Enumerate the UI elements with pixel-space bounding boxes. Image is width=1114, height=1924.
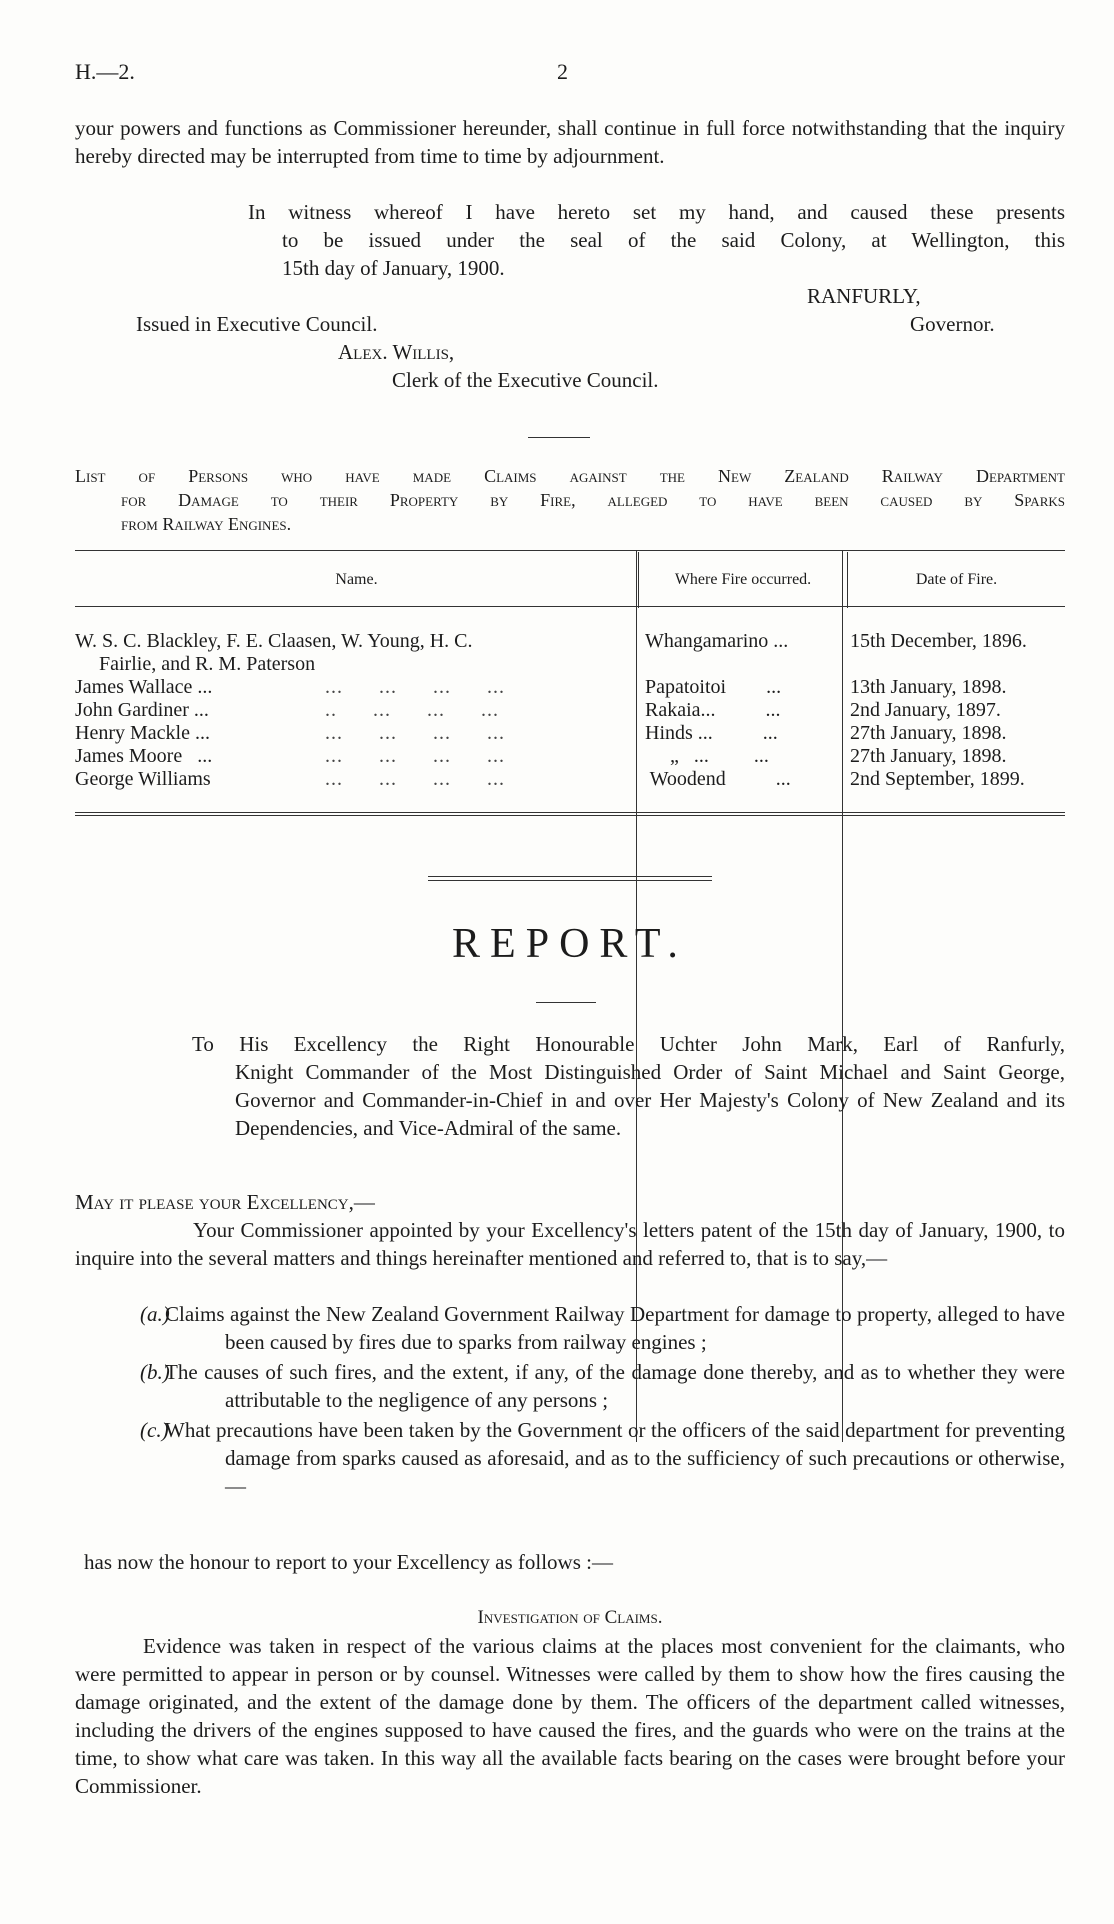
list-item	[140, 1300, 1065, 1356]
table-rule-mask	[75, 550, 1065, 812]
claims-list-title	[75, 464, 1065, 536]
fire-date: 27th January, 1898.	[850, 745, 1007, 767]
report-closing: has now the honour to report to your Excellency as follows :—	[84, 1550, 613, 1574]
claimant-name-cont: Fairlie, and R. M. Paterson	[99, 653, 316, 675]
clerk-title: Clerk of the Executive Council.	[392, 368, 659, 392]
fire-place: Hinds ... ...	[645, 722, 778, 744]
report-divider-top	[428, 876, 712, 877]
intro-paragraph: Your Commissioner appointed by your Excellency's letters patent of the 15th day of January, 1900, to inquire into the several matters and things hereinafter mentioned and referred to, that is to say,—	[75, 1218, 1065, 1270]
report-divider-bottom	[428, 880, 712, 881]
claimant-name: Henry Mackle ...	[75, 722, 210, 744]
claimant-name: James Wallace ...	[75, 676, 213, 698]
inquiry-items	[140, 1300, 1065, 1500]
leader-dots: ... ... ... ...	[325, 676, 505, 698]
list-title-line-2: for Damage to their Property by Fire, alleged to have been caused by Sparks	[121, 490, 1065, 510]
item-label: (b.)	[140, 1360, 170, 1384]
claimant-name: W. S. C. Blackley, F. E. Claasen, W. Young, H. C.	[75, 630, 473, 652]
document-reference: H.—2.	[75, 59, 135, 84]
governor-title: Governor.	[910, 312, 995, 336]
fire-place: Papatoitoi ...	[645, 676, 782, 698]
page-number: 2	[557, 59, 568, 84]
fire-date: 13th January, 1898.	[850, 676, 1007, 698]
fire-date: 15th December, 1896.	[850, 630, 1027, 652]
leader-dots: ... ... ... ...	[325, 722, 505, 744]
list-title-line-1: List of Persons who have made Claims against the New Zealand Railway Department	[75, 466, 1065, 486]
issued-in-council: Issued in Executive Council.	[136, 312, 378, 336]
fire-place: „ ... ...	[645, 745, 769, 767]
claimant-name: John Gardiner ...	[75, 699, 209, 721]
column-header-name: Name.	[75, 552, 639, 608]
fire-place: Whangamarino ...	[645, 630, 789, 652]
leader-dots: ... ... ... ...	[325, 745, 505, 767]
fire-date: 27th January, 1898.	[850, 722, 1007, 744]
witness-line-1: In witness whereof I have hereto set my hand, and caused these presents	[248, 200, 1065, 224]
section-divider	[528, 437, 590, 438]
item-text: Claims against the New Zealand Government Railway Department for damage to property, alleged to have been caused by fires due to sparks from railway engines ;	[165, 1302, 1065, 1354]
witness-line-3: 15th day of January, 1900.	[282, 256, 505, 280]
witness-block	[282, 226, 1065, 282]
fire-date: 2nd September, 1899.	[850, 768, 1025, 790]
item-label: (c.)	[140, 1418, 169, 1442]
title-underline	[536, 1002, 596, 1003]
fire-date: 2nd January, 1897.	[850, 699, 1001, 721]
continuation-paragraph: your powers and functions as Commissioner hereunder, shall continue in full force notwithstanding that the inquiry hereby directed may be interrupted from time to time by adjournment.	[75, 116, 1065, 168]
table-bottom-rule	[75, 812, 1065, 813]
column-header-place: Where Fire occurred.	[639, 552, 848, 608]
list-title-line-3: from Railway Engines.	[121, 514, 292, 534]
claimant-name: James Moore ...	[75, 745, 213, 767]
item-text: The causes of such fires, and the extent, if any, of the damage done thereby, and as to whether they were attributable to the negligence of any persons ;	[165, 1360, 1065, 1412]
item-label: (a.)	[140, 1302, 170, 1326]
governor-signature: RANFURLY,	[807, 284, 921, 308]
fire-place: Rakaia... ...	[645, 699, 781, 721]
list-item	[140, 1358, 1065, 1414]
leader-dots: ... ... ... ...	[325, 768, 505, 790]
address-rest: Knight Commander of the Most Distinguished Order of Saint Michael and Saint George, Governor and Commander-in-Chief in and over Her Majesty's Colony of New Zealand and its Dependencies, and Vice-Admiral of the same.	[235, 1060, 1065, 1140]
column-header-date: Date of Fire.	[915, 571, 998, 588]
claimant-name: George Williams	[75, 768, 211, 790]
report-title: REPORT.	[452, 921, 688, 967]
address-line-1: To His Excellency the Right Honourable Uchter John Mark, Earl of Ranfurly,	[192, 1032, 1065, 1056]
section-heading: Investigation of Claims.	[477, 1607, 663, 1628]
section-body	[75, 1632, 1065, 1800]
witness-clause	[248, 198, 1065, 226]
table-bottom-rule-2	[75, 815, 1065, 816]
page-header	[75, 58, 1065, 88]
salutation: May it please your Excellency,—	[75, 1190, 375, 1214]
report-intro	[75, 1216, 1065, 1272]
leader-dots: .. ... ... ...	[325, 699, 499, 721]
list-item	[140, 1416, 1065, 1500]
section-paragraph: Evidence was taken in respect of the various claims at the places most convenient for the claimants, who were permitted to appear in person or by counsel. Witnesses were called by them to show how the fires causing the damage originated, and the extent of the damage done by them. The officers of the department called witnesses, including the drivers of the engines supposed to have caused the fires, and the guards who were on the trains at the time, to show what care was taken. In this way all the available facts bearing on the cases were brought before your Commissioner.	[75, 1634, 1065, 1798]
proclamation-continuation	[75, 114, 1065, 170]
witness-line-2: to be issued under the seal of the said Colony, at Wellington, this	[282, 228, 1065, 252]
report-address	[192, 1030, 1065, 1142]
clerk-name: Alex. Willis,	[338, 340, 455, 364]
fire-place: Woodend ...	[645, 768, 791, 790]
item-text: What precautions have been taken by the Government or the officers of the said department for preventing damage from sparks caused as aforesaid, and as to the sufficiency of such precautions or otherwise,—	[165, 1418, 1065, 1498]
